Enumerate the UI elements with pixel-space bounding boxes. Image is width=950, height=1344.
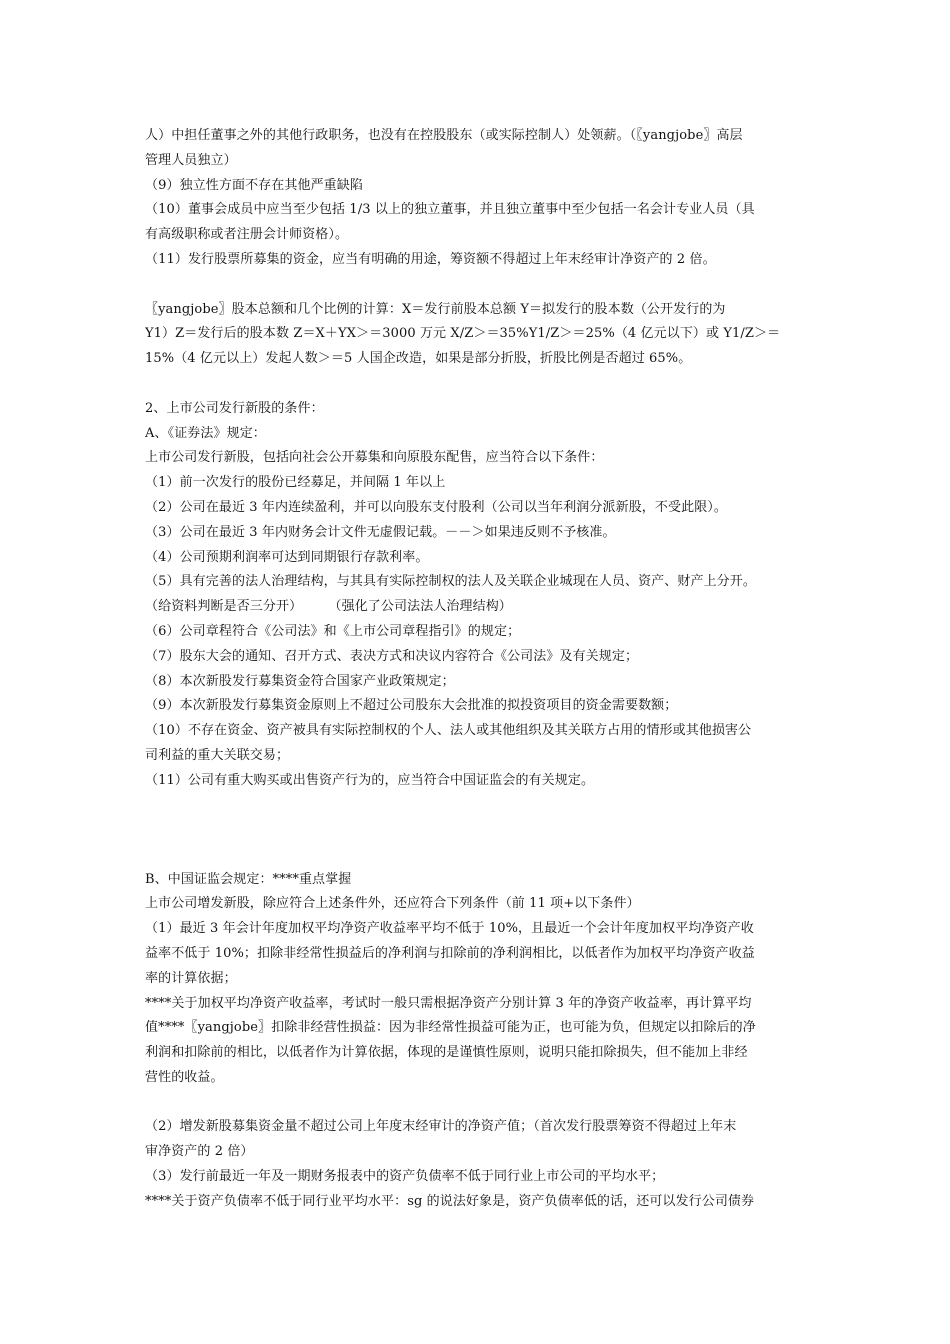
text-line: （11）发行股票所募集的资金，应当有明确的用途，筹资额不得超过上年末经审计净资产的 2 倍。 bbox=[145, 251, 716, 267]
section-spacer bbox=[145, 794, 817, 868]
list-item: （2）增发新股募集资金量不超过公司上年度末经审计的净资产值；（首次发行股票筹资不得超过上年末 bbox=[145, 1119, 737, 1135]
text-line: 上市公司增发新股，除应符合上述条件外，还应符合下列条件（前 11 项+以下条件） bbox=[145, 896, 640, 912]
paragraph-independence-conditions bbox=[145, 124, 817, 273]
text-line: 15%（4 亿元以上）发起人数＞＝5 人国企改造，如果是部分折股，折股比例是否超过 65%。 bbox=[145, 351, 692, 367]
text-line: （10）董事会成员中应当至少包括 1/3 以上的独立董事，并且独立董事中至少包括一名会计专业人员（具 bbox=[145, 202, 755, 218]
note-line: 值****〖yangjobe〗扣除非经营性损益：因为非经常性损益可能为正，也可能为负，但规定以扣除后的净 bbox=[145, 1020, 756, 1036]
section-csrc-conditions bbox=[145, 868, 817, 1091]
paragraph-spacer bbox=[145, 273, 817, 298]
paragraph-spacer bbox=[145, 1091, 817, 1116]
list-item: （3）公司在最近 3 年内财务会计文件无虚假记载。－－＞如果违反则不予核准。 bbox=[145, 524, 616, 540]
list-item: （8）本次新股发行募集资金符合国家产业政策规定； bbox=[145, 673, 455, 689]
list-item: （4）公司预期利润率可达到同期银行存款利率。 bbox=[145, 549, 429, 565]
text-line: 率的计算依据； bbox=[145, 970, 237, 986]
text-line: （9）独立性方面不存在其他严重缺陷 bbox=[145, 177, 363, 193]
text-line: （给资料判断是否三分开） （强化了公司法法人治理结构） bbox=[145, 599, 512, 615]
text-line: 〖yangjobe〗股本总额和几个比例的计算：X＝发行前股本总额 Y＝拟发行的股本数（公开发行的为 bbox=[145, 301, 726, 317]
text-line: 司利益的重大关联交易； bbox=[145, 747, 290, 763]
section-csrc-conditions-continued bbox=[145, 1115, 817, 1214]
text-line: Y1）Z＝发行后的股本数 Z＝X＋YX＞＝3000 万元 X/Z＞＝35%Y1/Z＞＝25%（4 亿元以下）或 Y1/Z＞＝ bbox=[145, 326, 781, 342]
text-line: 益率不低于 10%；扣除非经常性损益后的净利润与扣除前的净利润相比，以低者作为加权平均净资产收益 bbox=[145, 945, 755, 961]
list-item: （1）前一次发行的股份已经募足，并间隔 1 年以上 bbox=[145, 475, 446, 491]
note-line: 利润和扣除前的相比，以低者作为计算依据，体现的是谨慎性原则，说明只能扣除损失，但不能加上非经 bbox=[145, 1045, 748, 1061]
list-item: （1）最近 3 年会计年度加权平均净资产收益率平均不低于 10%，且最近一个会计年度加权平均净资产收 bbox=[145, 921, 754, 937]
text-line: 管理人员独立） bbox=[145, 152, 237, 168]
note-line: ****关于加权平均净资产收益率，考试时一般只需根据净资产分别计算 3 年的净资产收益率，再计算平均 bbox=[145, 995, 752, 1011]
text-line: 有高级职称或者注册会计师资格）。 bbox=[145, 227, 349, 243]
note-line: ****关于资产负债率不低于同行业平均水平：sg 的说法好象是，资产负债率低的话，还可以发行公司债券 bbox=[145, 1193, 755, 1209]
subsection-heading: A、《证券法》规定： bbox=[145, 425, 266, 441]
list-item: （7）股东大会的通知、召开方式、表决方式和决议内容符合《公司法》及有关规定； bbox=[145, 648, 639, 664]
list-item: （5）具有完善的法人治理结构，与其具有实际控制权的法人及关联企业城现在人员、资产、财产上分开。 bbox=[145, 574, 756, 590]
section-securities-law-conditions bbox=[145, 397, 817, 794]
list-item: （9）本次新股发行募集资金原则上不超过公司股东大会批准的拟投资项目的资金需要数额； bbox=[145, 698, 678, 714]
list-item: （2）公司在最近 3 年内连续盈利，并可以向股东支付股利（公司以当年利润分派新股，不受此限）。 bbox=[145, 499, 728, 515]
paragraph-capital-ratios bbox=[145, 298, 817, 372]
text-line: 审净资产的 2 倍） bbox=[145, 1144, 254, 1160]
list-item: （6）公司章程符合《公司法》和《上市公司章程指引》的规定； bbox=[145, 623, 521, 639]
section-heading: 2、上市公司发行新股的条件： bbox=[145, 400, 324, 416]
list-item: （10）不存在资金、资产被具有实际控制权的个人、法人或其他组织及其关联方占用的情形或其他损害公 bbox=[145, 723, 752, 739]
text-line: 上市公司发行新股，包括向社会公开募集和向原股东配售，应当符合以下条件： bbox=[145, 450, 604, 466]
text-line: 人）中担任董事之外的其他行政职务，也没有在控股股东（或实际控制人）处领薪。（〖yangjobe〗高层 bbox=[145, 128, 743, 143]
list-item: （11）公司有重大购买或出售资产行为的，应当符合中国证监会的有关规定。 bbox=[145, 772, 595, 788]
list-item: （3）发行前最近一年及一期财务报表中的资产负债率不低于同行业上市公司的平均水平； bbox=[145, 1169, 665, 1185]
note-line: 营性的收益。 bbox=[145, 1069, 224, 1085]
document-body bbox=[145, 124, 817, 1215]
subsection-heading: B、中国证监会规定：****重点掌握 bbox=[145, 871, 352, 887]
paragraph-spacer bbox=[145, 372, 817, 397]
